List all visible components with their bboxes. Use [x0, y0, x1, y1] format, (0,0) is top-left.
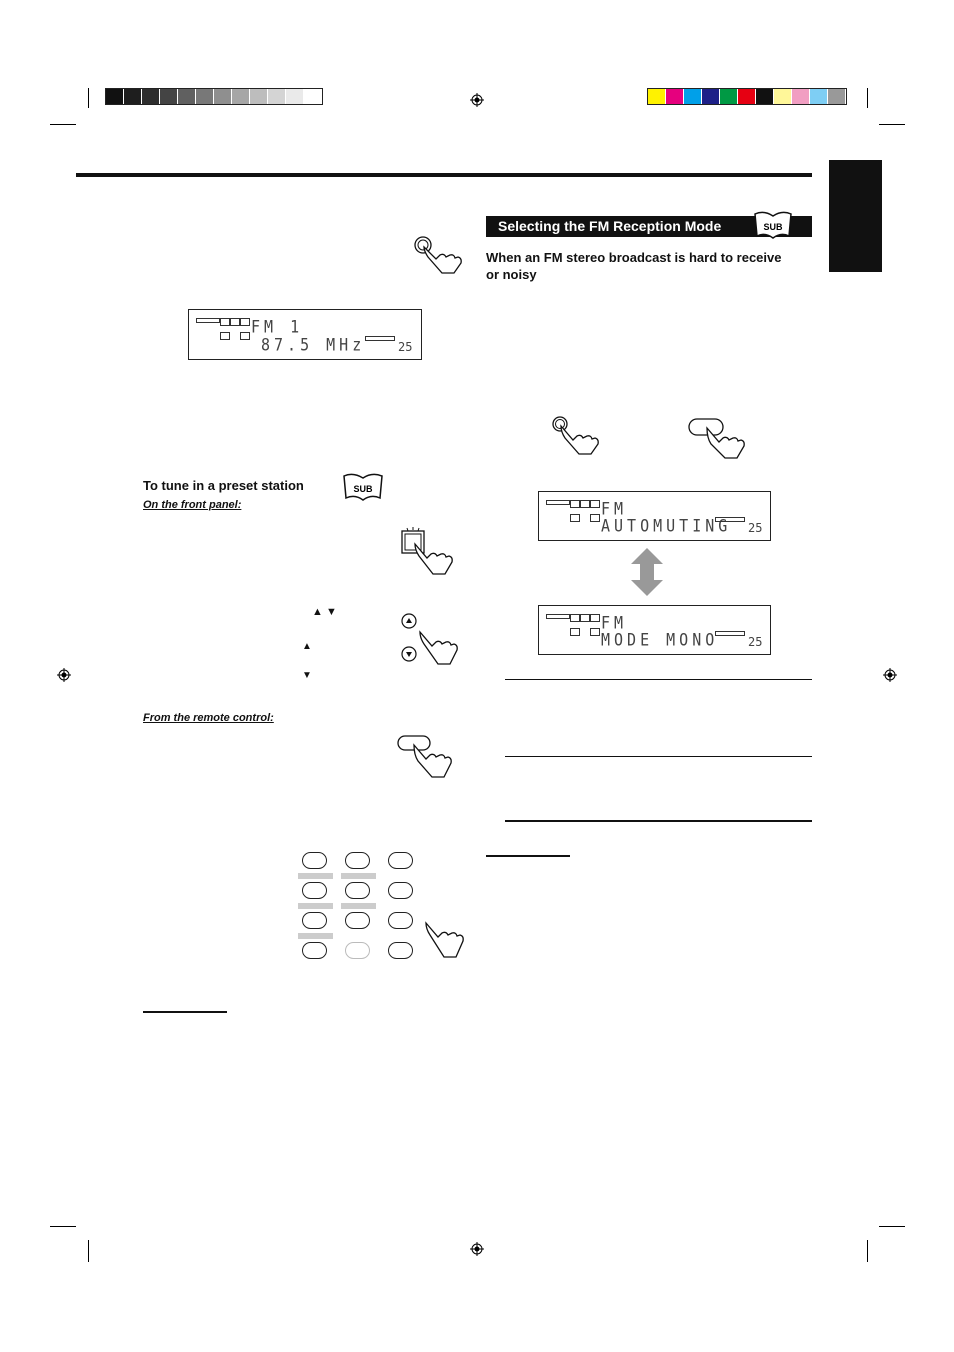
crop-mark: [88, 1240, 89, 1262]
registration-mark-icon: [470, 1242, 484, 1256]
pressing-hand-icon: [687, 416, 753, 460]
color-swatch: [268, 89, 286, 104]
crop-mark: [50, 124, 76, 125]
lcd-segment: [546, 614, 570, 619]
color-swatch: [756, 89, 774, 104]
keypad-key[interactable]: [302, 942, 327, 959]
color-swatch: [792, 89, 810, 104]
keypad-key[interactable]: [302, 912, 327, 929]
keypad-key[interactable]: [345, 852, 370, 869]
color-swatch: [250, 89, 268, 104]
table-rule: [505, 679, 812, 680]
lcd-segment: [570, 514, 580, 522]
lcd-segment: [220, 332, 230, 340]
color-swatch: [738, 89, 756, 104]
keypad-key[interactable]: [388, 912, 413, 929]
color-swatch: [828, 89, 846, 104]
section-underline: [486, 855, 570, 857]
color-swatch: [214, 89, 232, 104]
lcd-segment: [546, 500, 570, 505]
lcd-segment: [230, 318, 240, 326]
table-rule: [505, 756, 812, 757]
down-arrow-icon: ▼: [302, 670, 312, 681]
keypad-key[interactable]: [345, 942, 370, 959]
lcd-segment: [580, 500, 590, 508]
preset-heading: To tune in a preset station: [143, 478, 304, 493]
remote-label: From the remote control:: [143, 712, 274, 724]
color-swatch: [304, 89, 322, 104]
registration-mark-icon: [883, 668, 897, 682]
sub-badge-icon: [341, 470, 385, 504]
crop-mark: [867, 1240, 868, 1262]
pressing-hand-icon: [424, 921, 468, 961]
lcd-level-bar: [715, 517, 745, 522]
sub-badge-icon: [752, 208, 794, 242]
sub-badge-label: SUB: [763, 222, 783, 232]
keypad-key[interactable]: [388, 942, 413, 959]
lcd-segment: [570, 500, 580, 508]
registration-mark-icon: [470, 93, 484, 107]
lead-text: When an FM stereo broadcast is hard to receive or noisy: [486, 250, 782, 282]
lcd-display-automuting: [538, 491, 771, 541]
lcd-line-1: FM 1: [251, 317, 304, 337]
lcd-segment: [590, 500, 600, 508]
color-swatch: [178, 89, 196, 104]
pressing-hand-icon: [410, 233, 464, 275]
keypad-key[interactable]: [388, 882, 413, 899]
crop-mark: [50, 1226, 76, 1227]
front-panel-label: On the front panel:: [143, 499, 242, 511]
lcd-level: 25: [748, 635, 763, 649]
up-down-arrows-icon: ▲ ▼: [312, 606, 337, 618]
color-swatch: [648, 89, 666, 104]
color-swatch: [106, 89, 124, 104]
lcd-level-bar: [365, 336, 395, 341]
keypad-label-strip: [298, 873, 333, 879]
lcd-display-tuning: [188, 309, 422, 360]
header-rule: [76, 173, 812, 177]
keypad-key[interactable]: [345, 882, 370, 899]
pressing-hand-icon: [549, 414, 599, 456]
lcd-segment: [196, 318, 220, 323]
lcd-segment: [590, 614, 600, 622]
up-arrow-icon: ▲: [302, 641, 312, 652]
color-swatch: [702, 89, 720, 104]
color-swatch: [232, 89, 250, 104]
color-swatch: [810, 89, 828, 104]
color-swatch: [720, 89, 738, 104]
keypad-key[interactable]: [302, 882, 327, 899]
lcd-segment: [580, 614, 590, 622]
lcd-segment: [590, 628, 600, 636]
crop-mark: [867, 88, 868, 108]
language-tab: [829, 160, 882, 272]
lcd-level-bar: [715, 631, 745, 636]
lcd-segment: [220, 318, 230, 326]
table-rule: [505, 820, 812, 822]
color-swatch: [774, 89, 792, 104]
crop-mark: [879, 124, 905, 125]
double-arrow-icon: [630, 548, 664, 596]
sub-badge-label: SUB: [353, 484, 373, 494]
color-swatch: [684, 89, 702, 104]
keypad-key[interactable]: [345, 912, 370, 929]
lcd-line-2: 87.5 MHz: [261, 335, 366, 355]
lcd-segment: [570, 628, 580, 636]
lcd-segment: [570, 614, 580, 622]
color-swatch: [196, 89, 214, 104]
gray-scale-bar: [105, 88, 323, 105]
pressing-hand-icon: [398, 610, 466, 670]
lcd-line-2: AUTOMUTING: [601, 516, 732, 536]
lcd-level: 25: [748, 521, 763, 535]
color-swatch: [666, 89, 684, 104]
color-scale-bar: [647, 88, 847, 105]
lcd-line-1: FM: [601, 499, 628, 519]
lcd-segment: [240, 332, 250, 340]
lcd-display-mono: [538, 605, 771, 655]
pressing-hand-icon: [396, 733, 460, 779]
color-swatch: [286, 89, 304, 104]
lcd-line-1: FM: [601, 613, 628, 633]
color-swatch: [124, 89, 142, 104]
pressing-hand-icon: [399, 526, 457, 578]
lcd-line-2: MODE MONO: [601, 630, 719, 650]
crop-mark: [879, 1226, 905, 1227]
keypad-label-strip: [341, 873, 376, 879]
keypad-label-strip: [298, 903, 333, 909]
lcd-level: 25: [398, 340, 413, 354]
registration-mark-icon: [57, 668, 71, 682]
section-title: Selecting the FM Reception Mode: [498, 218, 722, 234]
lcd-segment: [240, 318, 250, 326]
lcd-segment: [590, 514, 600, 522]
keypad-label-strip: [341, 903, 376, 909]
keypad-key[interactable]: [388, 852, 413, 869]
keypad-key[interactable]: [302, 852, 327, 869]
keypad-label-strip: [298, 933, 333, 939]
color-swatch: [160, 89, 178, 104]
color-swatch: [142, 89, 160, 104]
section-underline: [143, 1011, 227, 1013]
crop-mark: [88, 88, 89, 108]
